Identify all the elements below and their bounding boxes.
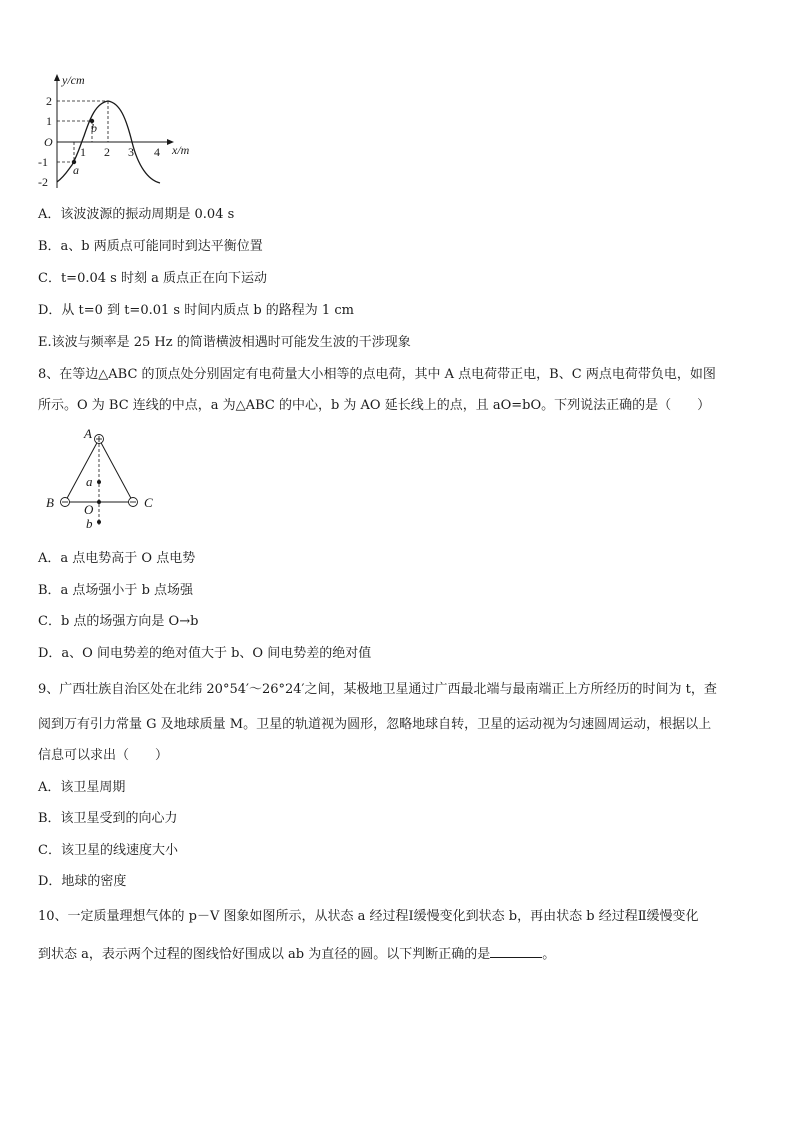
vertex-b-label: B [46,495,54,510]
q10-stem-text: 到状态 a，表示两个过程的图线恰好围成以 ab 为直径的圆。以下判断正确的是 [38,947,491,962]
y-tick-2: 2 [46,94,52,108]
q10-stem-line1: 10、一定质量理想气体的 p－V 图象如图所示，从状态 a 经过程Ⅰ缓慢变化到状态 b，再由状态 b 经过程Ⅱ缓慢变化 [38,909,699,924]
center-label: a [86,474,93,489]
q7-option-c: C．t=0.04 s 时刻 a 质点正在向下运动 [38,271,267,286]
y-axis-arrow [54,74,60,81]
q7-option-d: D．从 t=0 到 t=0.01 s 时间内质点 b 的路程为 1 cm [38,303,354,318]
x-tick-2: 2 [104,145,110,159]
q9-option-d: D．地球的密度 [38,874,127,889]
q8-stem-line1: 8、在等边△ABC 的顶点处分别固定有电荷量大小相等的点电荷，其中 A 点电荷带正电，B、C 两点电荷带负电，如图 [38,367,716,382]
y-tick-neg2: -2 [38,175,48,189]
center-point-a [97,480,101,484]
q9-option-a: A．该卫星周期 [38,780,126,795]
x-tick-1: 1 [80,145,86,159]
q8-stem-line2: 所示。O 为 BC 连线的中点，a 为△ABC 的中心，b 为 AO 延长线上的点，且 aO=bO。下列说法正确的是（ ） [38,398,711,413]
point-b [97,520,101,524]
point-a-label: a [73,163,79,177]
q7-option-a: A．该波波源的振动周期是 0.04 s [38,207,235,222]
q8-option-d: D．a、O 间电势差的绝对值大于 b、O 间电势差的绝对值 [38,646,372,661]
q9-stem-line3: 信息可以求出（ ） [38,748,169,763]
q9-stem-line1: 9、广西壮族自治区处在北纬 20°54′～26°24′之间，某极地卫星通过广西最北端与最南端正上方所经历的时间为 t，查 [38,682,717,697]
vertex-c-label: C [144,495,153,510]
y-tick-neg1: -1 [38,155,48,169]
x-tick-4: 4 [154,145,160,159]
origin-label: O [44,135,53,149]
x-axis-label: x/m [172,143,190,157]
q10-stem-end: 。 [542,947,556,962]
side-ab [65,439,99,502]
vertex-a-label: A [84,426,92,441]
q7-option-e: E.该波与频率是 25 Hz 的简谐横波相遇时可能发生波的干涉现象 [38,335,411,350]
x-tick-3: 3 [128,145,134,159]
midpoint-label: O [84,502,94,517]
q10-stem-line2 [38,945,555,964]
y-tick-1: 1 [46,114,52,128]
point-b-label: b [91,121,97,135]
q9-option-c: C．该卫星的线速度大小 [38,843,178,858]
q9-option-b: B．该卫星受到的向心力 [38,811,178,826]
point-b-label: b [86,516,93,531]
q8-option-c: C．b 点的场强方向是 O→b [38,614,199,629]
q7-option-b: B．a、b 两质点可能同时到达平衡位置 [38,239,263,254]
midpoint-o [97,500,101,504]
y-axis-label: y/cm [62,73,85,87]
q9-stem-line2: 阅到万有引力常量 G 及地球质量 M。卫星的轨道视为圆形，忽略地球自转，卫星的运动视为匀速圆周运动，根据以上 [38,717,712,732]
answer-blank[interactable] [490,945,542,958]
q8-option-a: A．a 点电势高于 O 点电势 [38,551,196,566]
side-ac [99,439,133,502]
wave-graph [30,70,210,195]
q8-option-b: B．a 点场强小于 b 点场强 [38,583,194,598]
triangle-figure [40,425,170,533]
